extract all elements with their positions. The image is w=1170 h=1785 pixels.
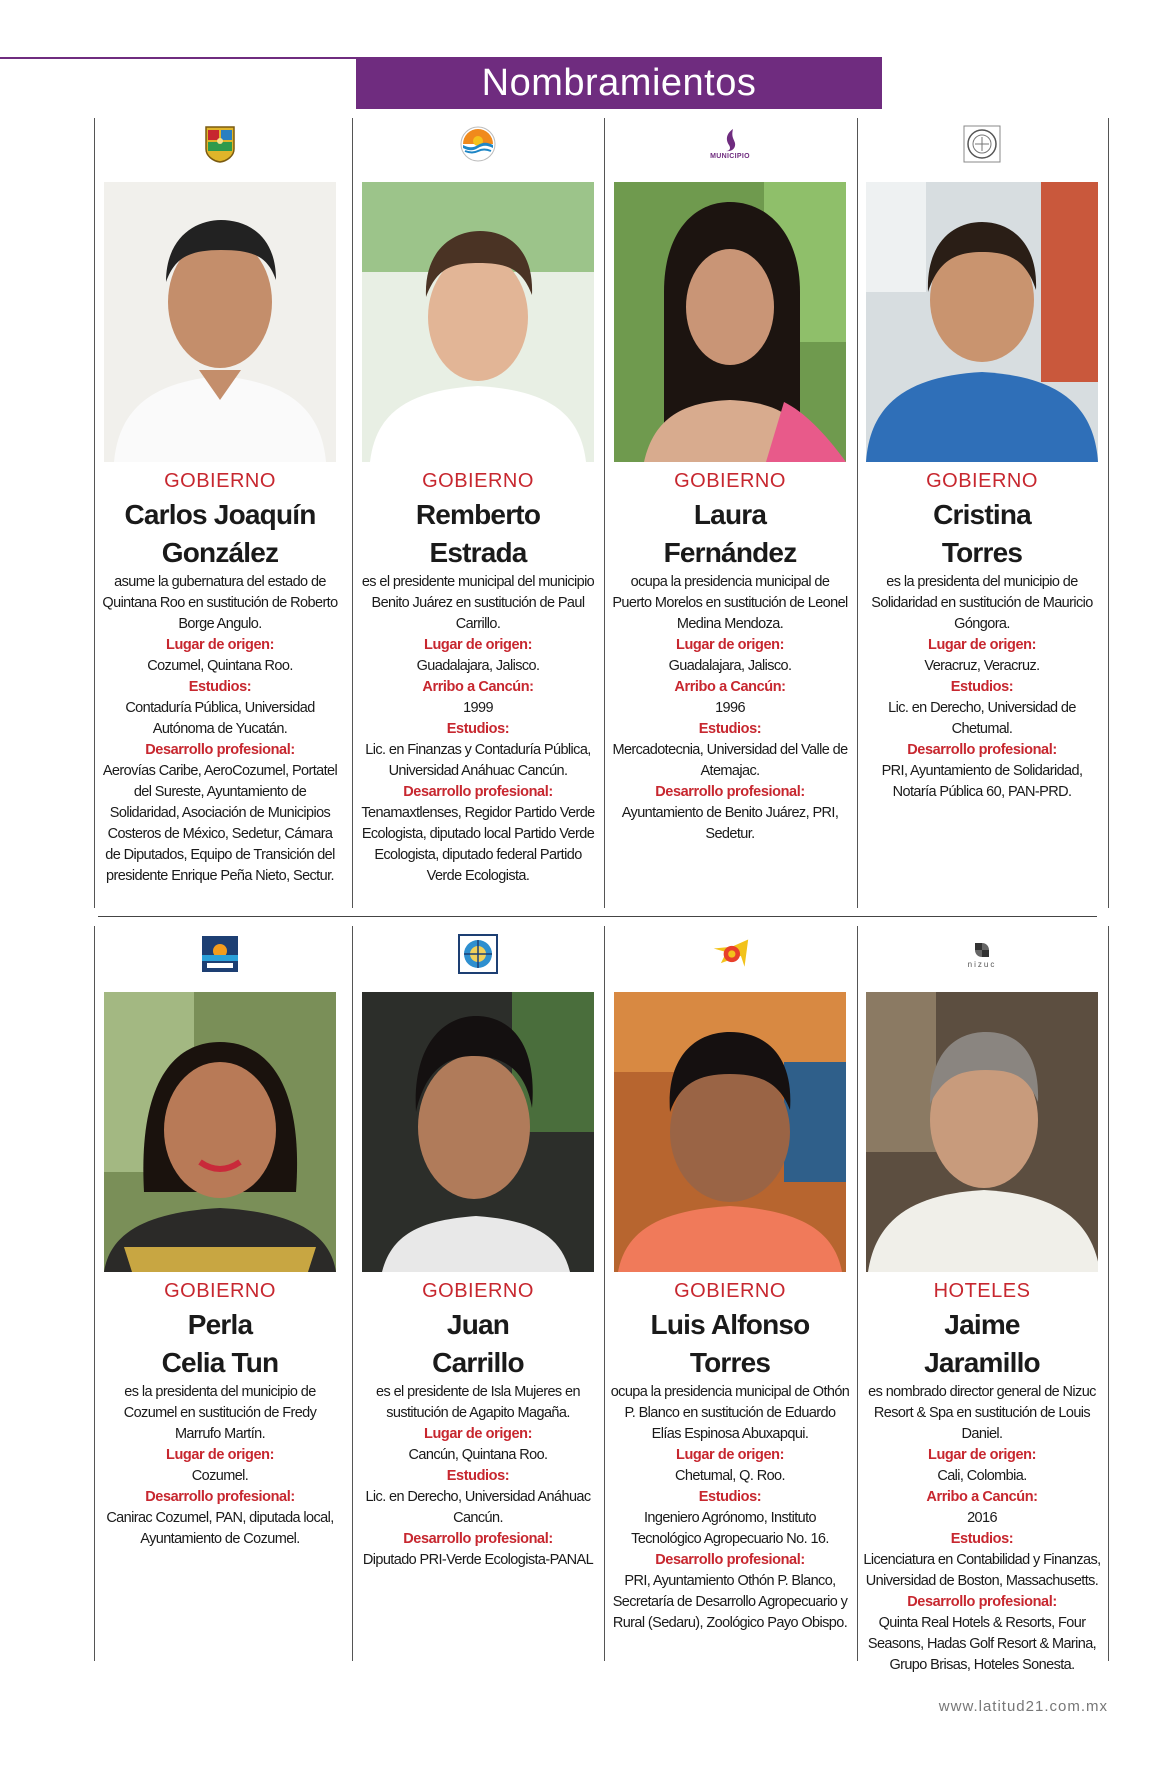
- field-value-origin: Cali, Colombia.: [937, 1468, 1027, 1484]
- field-value-origin: Cozumel, Quintana Roo.: [147, 658, 293, 674]
- column-divider: [1108, 118, 1109, 908]
- category-label: HOTELES: [933, 1280, 1031, 1302]
- category-label: GOBIERNO: [422, 470, 534, 492]
- field-value-studies: Licenciatura en Contabilidad y Finanzas, Universidad de Boston, Massachusetts.: [863, 1552, 1101, 1589]
- appointment-description: es nombrado director general de Nizuc Resort & Spa en sustitución de Louis Daniel.: [868, 1384, 1096, 1442]
- field-value-arrival: 1996: [715, 700, 745, 716]
- profile-card-luis-alfonso-torres: [610, 934, 850, 1634]
- profile-card-perla-celia-tun: [100, 934, 340, 1550]
- person-name: [610, 1306, 850, 1382]
- field-label-arrival: Arribo a Cancún:: [422, 679, 534, 695]
- field-label-origin: Lugar de origen:: [424, 637, 532, 653]
- puerto-morelos-municipal-logo-icon: [710, 124, 750, 164]
- field-value-origin: Veracruz, Veracruz.: [924, 658, 1040, 674]
- appointment-description: ocupa la presidencia municipal de Puerto Morelos en sustitución de Leonel Medina Mendoza.: [612, 574, 848, 632]
- person-name: [358, 1306, 598, 1382]
- portrait-photo: [104, 992, 336, 1272]
- person-name-line2: Estrada: [429, 537, 527, 568]
- field-label-career: Desarrollo profesional:: [145, 1489, 295, 1505]
- person-name: [862, 1306, 1102, 1382]
- person-name-line1: Luis Alfonso: [650, 1309, 810, 1340]
- field-label-studies: Estudios:: [950, 1531, 1014, 1547]
- field-label-career: Desarrollo profesional:: [403, 1531, 553, 1547]
- field-value-career: Aerovías Caribe, AeroCozumel, Portatel del Sureste, Ayuntamiento de Solidaridad, Asociación de Municipios Costeros de México, Sedetur, Cámara de Diputados, Equipo de Transición del presidente Enrique Peña Nieto, Sectur.: [102, 763, 338, 884]
- field-value-studies: Lic. en Finanzas y Contaduría Pública, Universidad Anáhuac Cancún.: [365, 742, 591, 779]
- person-name-line2: Torres: [941, 537, 1023, 568]
- field-value-career: Canirac Cozumel, PAN, diputada local, Ayuntamiento de Cozumel.: [106, 1510, 334, 1547]
- field-label-origin: Lugar de origen:: [424, 1426, 532, 1442]
- field-value-career: PRI, Ayuntamiento de Solidaridad, Notaría Pública 60, PAN-PRD.: [881, 763, 1083, 800]
- field-label-studies: Estudios:: [698, 1489, 762, 1505]
- portrait-photo: [866, 182, 1098, 462]
- profile-card-laura-fernandez: [610, 124, 850, 845]
- field-label-origin: Lugar de origen:: [928, 1447, 1036, 1463]
- person-name-line2: Jaramillo: [924, 1347, 1040, 1378]
- field-value-career: Ayuntamiento de Benito Juárez, PRI, Sedetur.: [621, 805, 839, 842]
- field-value-studies: Contaduría Pública, Universidad Autónoma de Yucatán.: [125, 700, 315, 737]
- cozumel-municipal-logo-icon: [200, 934, 240, 974]
- field-label-origin: Lugar de origen:: [166, 637, 274, 653]
- field-value-studies: Mercadotecnia, Universidad del Valle de Atemajac.: [612, 742, 848, 779]
- field-label-studies: Estudios:: [698, 721, 762, 737]
- profile-card-remberto-estrada: [358, 124, 598, 887]
- person-name-line2: Torres: [689, 1347, 771, 1378]
- person-name-line1: Remberto: [415, 499, 541, 530]
- person-name-line1: Perla: [187, 1309, 253, 1340]
- appointment-description: es la presidenta del municipio de Solidaridad en sustitución de Mauricio Góngora.: [871, 574, 1093, 632]
- column-divider: [94, 118, 95, 908]
- benito-juarez-municipal-logo-icon: [458, 124, 498, 164]
- category-label: GOBIERNO: [164, 470, 276, 492]
- category-label: GOBIERNO: [926, 470, 1038, 492]
- portrait-photo: [866, 992, 1098, 1272]
- field-label-career: Desarrollo profesional:: [907, 742, 1057, 758]
- field-label-origin: Lugar de origen:: [166, 1447, 274, 1463]
- person-name: [100, 1306, 340, 1382]
- header-rule: [0, 57, 356, 59]
- field-label-studies: Estudios:: [188, 679, 252, 695]
- field-value-studies: Lic. en Derecho, Universidad Anáhuac Cancún.: [365, 1489, 591, 1526]
- person-name-line1: Cristina: [933, 499, 1031, 530]
- field-label-origin: Lugar de origen:: [928, 637, 1036, 653]
- field-label-studies: Estudios:: [446, 1468, 510, 1484]
- person-name-line1: Carlos Joaquín: [124, 499, 316, 530]
- person-name-line2: Carrillo: [432, 1347, 524, 1378]
- othon-p-blanco-municipal-logo-icon: [710, 934, 750, 974]
- category-label: GOBIERNO: [674, 1280, 786, 1302]
- field-label-career: Desarrollo profesional:: [655, 784, 805, 800]
- person-name-line1: Laura: [693, 499, 767, 530]
- field-value-arrival: 2016: [967, 1510, 997, 1526]
- column-divider: [1108, 926, 1109, 1661]
- section-title: Nombramientos: [356, 57, 882, 109]
- person-name-line2: González: [161, 537, 279, 568]
- field-value-studies: Ingeniero Agrónomo, Instituto Tecnológico Agropecuario No. 16.: [631, 1510, 829, 1547]
- field-value-career: PRI, Ayuntamiento Othón P. Blanco, Secretaría de Desarrollo Agropecuario y Rural (Sedaru), Zoológico Payo Obispo.: [612, 1573, 848, 1631]
- field-value-career: Tenamaxtlenses, Regidor Partido Verde Ecologista, diputado local Partido Verde Ecologista, diputado federal Partido Verde Ecologista.: [361, 805, 595, 884]
- field-value-origin: Guadalajara, Jalisco.: [416, 658, 540, 674]
- profile-card-carlos-joaquin: [100, 124, 340, 887]
- row-divider: [98, 916, 1097, 917]
- field-value-career: Diputado PRI-Verde Ecologista-PANAL: [362, 1552, 594, 1568]
- field-value-arrival: 1999: [463, 700, 493, 716]
- category-label: GOBIERNO: [422, 1280, 534, 1302]
- person-name: [862, 496, 1102, 572]
- column-divider: [857, 926, 858, 1661]
- portrait-photo: [614, 182, 846, 462]
- category-label: GOBIERNO: [164, 1280, 276, 1302]
- logo-caption: nizuc: [967, 959, 997, 969]
- logo-caption: MUNICIPIO: [710, 153, 750, 160]
- field-label-career: Desarrollo profesional:: [655, 1552, 805, 1568]
- category-label: GOBIERNO: [674, 470, 786, 492]
- field-value-origin: Cozumel.: [191, 1468, 249, 1484]
- appointment-description: es el presidente de Isla Mujeres en sustitución de Agapito Magaña.: [376, 1384, 580, 1421]
- column-divider: [857, 118, 858, 908]
- portrait-photo: [362, 182, 594, 462]
- profile-card-jaime-jaramillo: [862, 934, 1102, 1676]
- field-value-career: Quinta Real Hotels & Resorts, Four Seasons, Hadas Golf Resort & Marina, Grupo Brisas, Hoteles Sonesta.: [867, 1615, 1097, 1673]
- column-divider: [352, 926, 353, 1661]
- field-label-arrival: Arribo a Cancún:: [926, 1489, 1038, 1505]
- column-divider: [604, 926, 605, 1661]
- field-label-studies: Estudios:: [446, 721, 510, 737]
- field-value-studies: Lic. en Derecho, Universidad de Chetumal.: [888, 700, 1076, 737]
- person-name-line1: Juan: [446, 1309, 510, 1340]
- website-url[interactable]: www.latitud21.com.mx: [938, 1698, 1108, 1715]
- nizuc-resort-logo-icon: [962, 934, 1002, 974]
- person-name-line2: Fernández: [663, 537, 797, 568]
- person-name-line2: Celia Tun: [161, 1347, 279, 1378]
- portrait-photo: [104, 182, 336, 462]
- field-label-studies: Estudios:: [950, 679, 1014, 695]
- appointment-description: asume la gubernatura del estado de Quintana Roo en sustitución de Roberto Borge Angulo.: [102, 574, 338, 632]
- column-divider: [604, 118, 605, 908]
- profile-card-cristina-torres: [862, 124, 1102, 803]
- field-label-origin: Lugar de origen:: [676, 1447, 784, 1463]
- person-name: [100, 496, 340, 572]
- appointment-description: es el presidente municipal del municipio Benito Juárez en sustitución de Paul Carrillo.: [361, 574, 595, 632]
- portrait-photo: [362, 992, 594, 1272]
- field-label-career: Desarrollo profesional:: [145, 742, 295, 758]
- person-name: [610, 496, 850, 572]
- field-label-origin: Lugar de origen:: [676, 637, 784, 653]
- field-label-arrival: Arribo a Cancún:: [674, 679, 786, 695]
- solidaridad-municipal-seal-icon: [962, 124, 1002, 164]
- person-name: [358, 496, 598, 572]
- field-value-origin: Guadalajara, Jalisco.: [668, 658, 792, 674]
- field-value-origin: Cancún, Quintana Roo.: [408, 1447, 548, 1463]
- field-value-origin: Chetumal, Q. Roo.: [675, 1468, 785, 1484]
- column-divider: [352, 118, 353, 908]
- field-label-career: Desarrollo profesional:: [907, 1594, 1057, 1610]
- portrait-photo: [614, 992, 846, 1272]
- isla-mujeres-municipal-logo-icon: [458, 934, 498, 974]
- profile-card-juan-carrillo: [358, 934, 598, 1571]
- appointment-description: es la presidenta del municipio de Cozumel en sustitución de Fredy Marrufo Martín.: [123, 1384, 317, 1442]
- field-label-career: Desarrollo profesional:: [403, 784, 553, 800]
- quintana-roo-coat-of-arms-icon: [200, 124, 240, 164]
- appointment-description: ocupa la presidencia municipal de Othón P. Blanco en sustitución de Eduardo Elías Espinosa Abuxapqui.: [610, 1384, 850, 1442]
- column-divider: [94, 926, 95, 1661]
- person-name-line1: Jaime: [944, 1309, 1020, 1340]
